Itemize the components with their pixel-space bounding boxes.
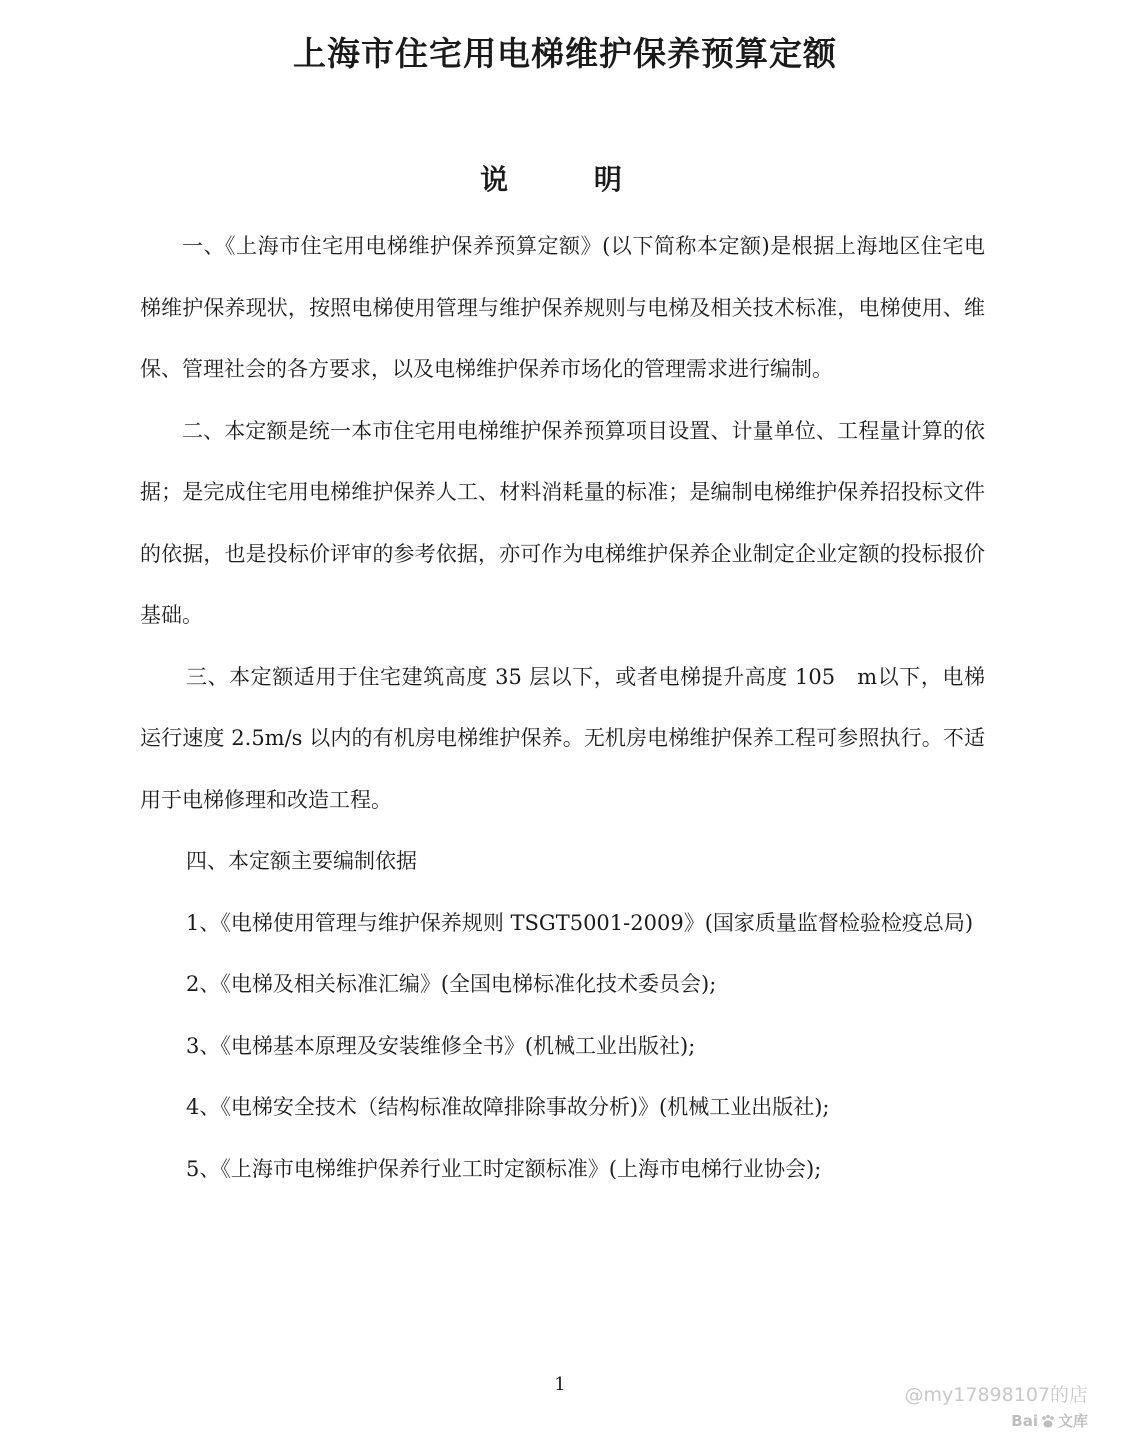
list-item-5: 5、《上海市电梯维护保养行业工时定额标准》(上海市电梯行业协会); — [186, 1156, 822, 1181]
document-title: 上海市住宅用电梯维护保养预算定额 — [293, 34, 837, 73]
list-item-4: 4、《电梯安全技术（结构标准故障排除事故分析)》(机械工业出版社); — [186, 1095, 830, 1119]
baidu-wenku-logo — [1011, 1410, 1088, 1431]
document-body — [140, 216, 985, 1200]
brand-left: Bai — [1011, 1411, 1038, 1430]
paw-icon — [1040, 1413, 1056, 1429]
list-item-1: 1、《电梯使用管理与维护保养规则 TSGT5001-2009》(国家质量监督检验检疫总局) — [186, 910, 974, 935]
paragraph-1: 一、《上海市住宅用电梯维护保养预算定额》(以下简称本定额)是根据上海地区住宅电梯维护保养现状，按照电梯使用管理与维护保养规则与电梯及相关技术标准，电梯使用、维保、管理社会的各方要求，以及电梯维护保养市场化的管理需求进行编制。 — [140, 234, 985, 381]
list-item-2: 2、《电梯及相关标准汇编》(全国电梯标准化技术委员会); — [186, 972, 717, 996]
store-watermark: @my17898107的店 — [904, 1384, 1088, 1406]
list-item-3: 3、《电梯基本原理及安装维修全书》(机械工业出版社); — [186, 1033, 696, 1058]
section-title: 说 明 — [480, 163, 640, 196]
page-number: 1 — [554, 1374, 566, 1395]
paragraph-2: 二、本定额是统一本市住宅用电梯维护保养预算项目设置、计量单位、工程量计算的依据；是完成住宅用电梯维护保养人工、材料消耗量的标准；是编制电梯维护保养招投标文件的依据，也是投标价评审的参考依据，亦可作为电梯维护保养企业制定企业定额的投标报价基础。 — [140, 418, 985, 627]
paragraph-4: 四、本定额主要编制依据 — [186, 849, 417, 873]
brand-right: 文库 — [1057, 1412, 1088, 1430]
paragraph-3: 三、本定额适用于住宅建筑高度 35 层以下，或者电梯提升高度 105 m以下，电梯运行速度 2.5m/s 以内的有机房电梯维护保养。无机房电梯维护保养工程可参照执行。不适用于电梯修理和改造工程。 — [140, 664, 985, 812]
